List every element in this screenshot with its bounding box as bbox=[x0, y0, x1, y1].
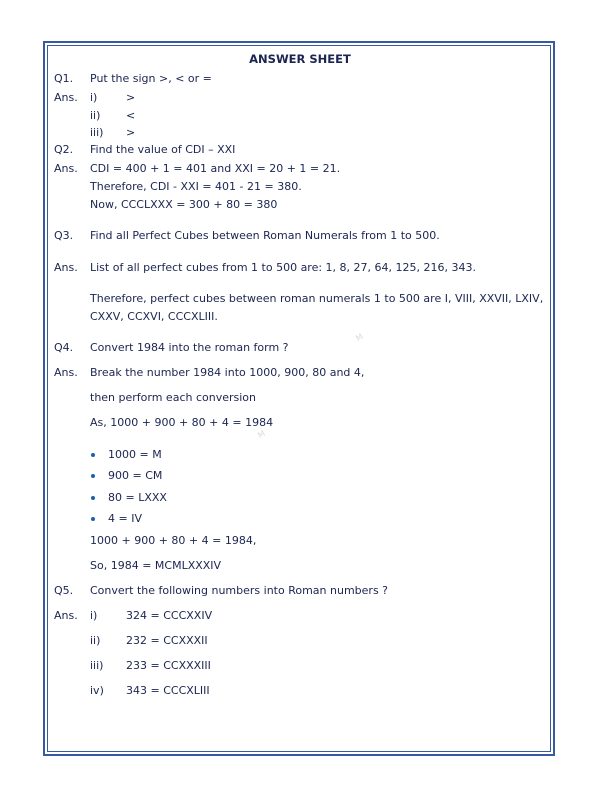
q5-item-value: 233 = CCXXXIII bbox=[126, 659, 211, 672]
q2-number: Q2. bbox=[54, 143, 74, 156]
q5-item-label: i) bbox=[90, 609, 98, 622]
q5-item-value: 343 = CCCXLIII bbox=[126, 684, 210, 697]
q3-question: Find all Perfect Cubes between Roman Numerals from 1 to 500. bbox=[90, 229, 440, 242]
bullet-icon bbox=[91, 517, 95, 521]
watermark: M bbox=[256, 428, 267, 441]
q5-item-value: 324 = CCCXXIV bbox=[126, 609, 213, 622]
q4-result-line: So, 1984 = MCMLXXXIV bbox=[90, 559, 222, 572]
q5-item-label: ii) bbox=[90, 634, 101, 647]
q4-number: Q4. bbox=[54, 341, 74, 354]
q3-answer-line: List of all perfect cubes from 1 to 500 are: 1, 8, 27, 64, 125, 216, 343. bbox=[90, 261, 476, 274]
q1-item-label: ii) bbox=[90, 109, 101, 122]
q4-bullet-item: 1000 = M bbox=[108, 448, 162, 461]
sheet-title: ANSWER SHEET bbox=[249, 52, 351, 66]
q2-ans-label: Ans. bbox=[54, 162, 78, 175]
q4-result-line: 1000 + 900 + 80 + 4 = 1984, bbox=[90, 534, 257, 547]
q1-number: Q1. bbox=[54, 72, 74, 85]
q3-number: Q3. bbox=[54, 229, 74, 242]
q1-item-value: < bbox=[126, 109, 136, 122]
q1-item-value: > bbox=[126, 91, 136, 104]
q1-item-label: iii) bbox=[90, 126, 104, 139]
q1-item-label: i) bbox=[90, 91, 98, 104]
q5-item-label: iii) bbox=[90, 659, 104, 672]
q4-question: Convert 1984 into the roman form ? bbox=[90, 341, 289, 354]
q3-ans-label: Ans. bbox=[54, 261, 78, 274]
q5-item-value: 232 = CCXXXII bbox=[126, 634, 208, 647]
bullet-icon bbox=[91, 474, 95, 478]
q4-bullet-item: 900 = CM bbox=[108, 469, 163, 482]
bullet-icon bbox=[91, 496, 95, 500]
bullet-icon bbox=[91, 453, 95, 457]
q5-item-label: iv) bbox=[90, 684, 104, 697]
q4-ans-label: Ans. bbox=[54, 366, 78, 379]
q4-answer-line: then perform each conversion bbox=[90, 391, 256, 404]
q4-answer-line: As, 1000 + 900 + 80 + 4 = 1984 bbox=[90, 416, 274, 429]
watermark: M bbox=[354, 331, 365, 344]
q3-answer-line: CXXV, CCXVI, CCCXLIII. bbox=[90, 310, 218, 323]
q2-answer-line: Now, CCCLXXX = 300 + 80 = 380 bbox=[90, 198, 278, 211]
q5-question: Convert the following numbers into Roman numbers ? bbox=[90, 584, 389, 597]
q2-answer-line: Therefore, CDI - XXI = 401 - 21 = 380. bbox=[90, 180, 302, 193]
q4-bullet-item: 4 = IV bbox=[108, 512, 142, 525]
q4-bullet-item: 80 = LXXX bbox=[108, 491, 167, 504]
q1-question: Put the sign >, < or = bbox=[90, 72, 212, 85]
q2-question: Find the value of CDI – XXI bbox=[90, 143, 236, 156]
q3-answer-line: Therefore, perfect cubes between roman numerals 1 to 500 are I, VIII, XXVII, LXIV, bbox=[90, 292, 544, 305]
q4-answer-line: Break the number 1984 into 1000, 900, 80 and 4, bbox=[90, 366, 365, 379]
q1-ans-label: Ans. bbox=[54, 91, 78, 104]
q5-number: Q5. bbox=[54, 584, 74, 597]
q5-ans-label: Ans. bbox=[54, 609, 78, 622]
q2-answer-line: CDI = 400 + 1 = 401 and XXI = 20 + 1 = 21. bbox=[90, 162, 341, 175]
q1-item-value: > bbox=[126, 126, 136, 139]
